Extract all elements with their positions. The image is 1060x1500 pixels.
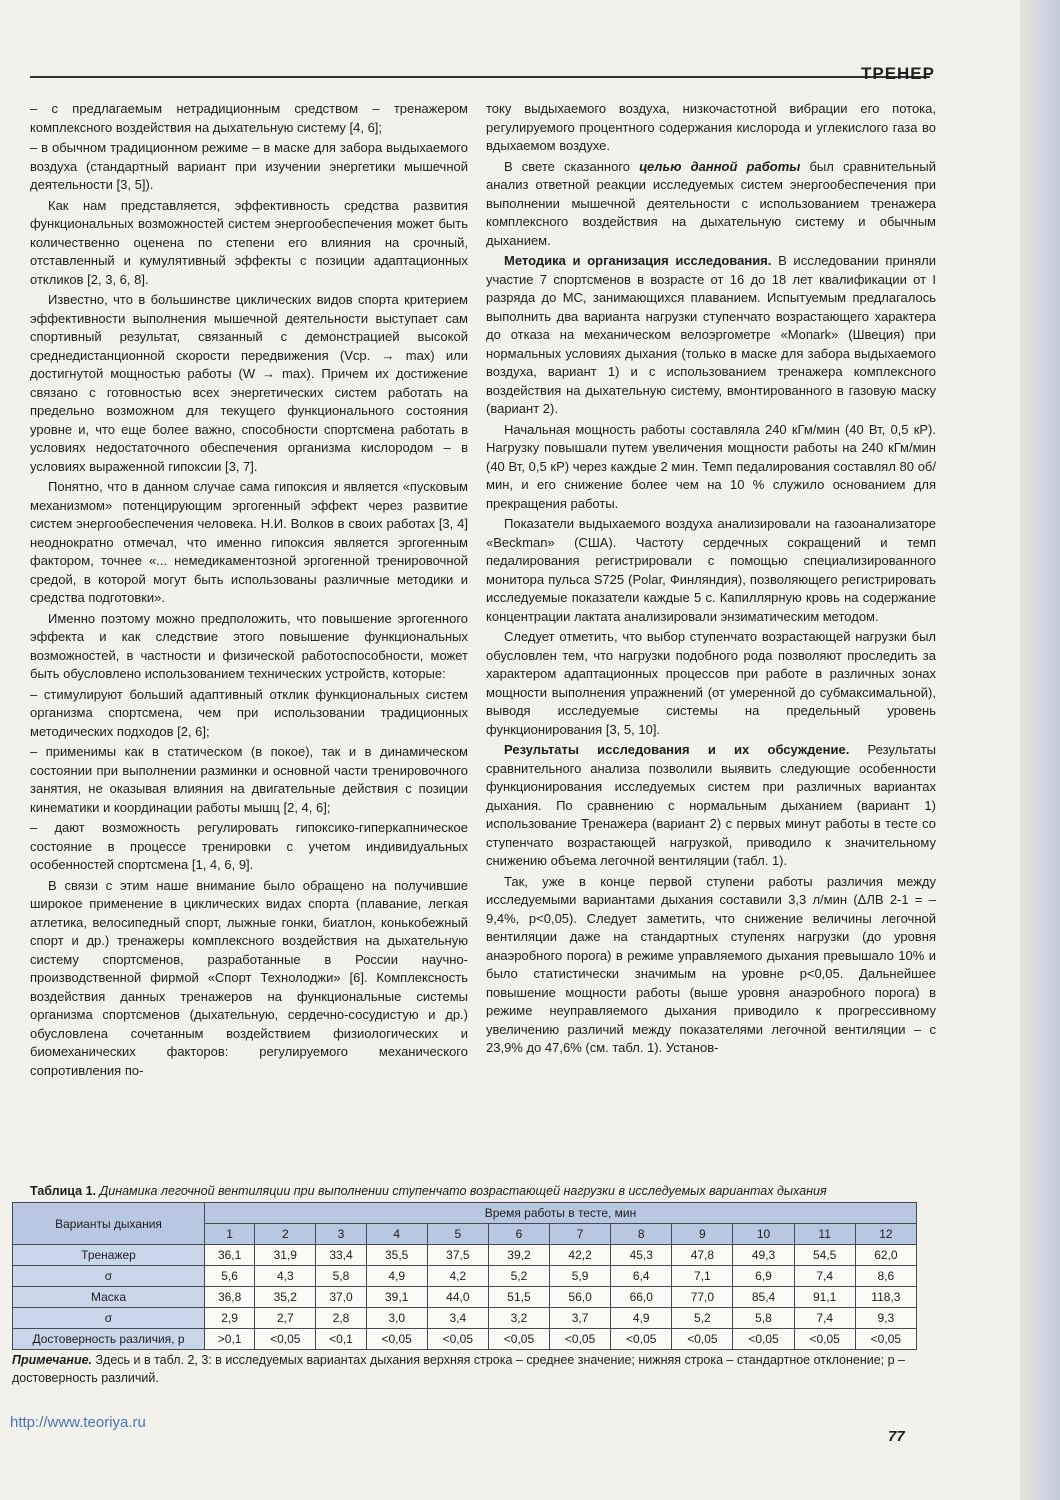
left-paragraph: Известно, что в большинстве циклических видов спорта критерием эффективности выполнения мышечной деятельности выступает сам спортивный результат, связанный с демонстрацией высокой среднедистанционной скорости передвижения (Vср. → max) или достигнутой мощностью работы (W → max). Причем их достижение связано с готовностью всех энергетических систем работать на предельно возможном для текущего функционального состояния уровне и, что еще более важно, способности спортсмена работать в условиях недостаточного обеспечения организма кислородом – в условиях выраженной гипоксии [3, 7]. [30, 292, 468, 474]
table-cell: 7,1 [672, 1266, 733, 1287]
table-cell: 5,2 [488, 1266, 549, 1287]
table-cell: <0,05 [611, 1329, 672, 1350]
table-cell: 36,8 [205, 1287, 255, 1308]
left-paragraph: Именно поэтому можно предположить, что повышение эргогенного эффекта и как следствие этого повышение функциональных возможностей, в частности и физической работоспособности, может быть обусловлено использованием технических устройств, которые: [30, 610, 468, 681]
table-row [13, 1266, 917, 1287]
table-cell: 5,2 [672, 1308, 733, 1329]
table-cell: 45,3 [611, 1245, 672, 1266]
table-cell: <0,05 [488, 1329, 549, 1350]
table-cell: <0,05 [733, 1329, 794, 1350]
section-heading-results: Результаты исследования и их обсуждение. [504, 742, 850, 757]
table-cell: 6,9 [733, 1266, 794, 1287]
row-label: Маска [13, 1287, 205, 1308]
minute-header: 1 [205, 1224, 255, 1245]
table-cell: 118,3 [855, 1287, 916, 1308]
table-note-label: Примечание. [12, 1353, 92, 1367]
minute-header: 8 [611, 1224, 672, 1245]
left-paragraph: – стимулируют больший адаптивный отклик функциональных систем организма спортсмена, чем при использовании традиционных методических подходов [2, 6]; [30, 686, 468, 739]
minute-header: 4 [366, 1224, 427, 1245]
ventilation-table [12, 1202, 917, 1350]
minute-header: 12 [855, 1224, 916, 1245]
table-cell: <0,05 [672, 1329, 733, 1350]
table-cell: 85,4 [733, 1287, 794, 1308]
table-row [13, 1308, 917, 1329]
table-cell: <0,1 [316, 1329, 366, 1350]
table-cell: <0,05 [855, 1329, 916, 1350]
text-run: был сравнительный анализ ответной реакции исследуемых систем энергообеспечения при выполнении мышечной деятельности с использованием тренажера комплексного воздействия на дыхательную систему и обычным дыханием. [486, 158, 936, 248]
text-run: В исследовании приняли участие 7 спортсменов в возрасте от 16 до 18 лет квалификации от I разряда до МС, занимающихся плаванием. Испытуемым предлагалось выполнить два варианта нагрузки ступенчато возрастающего характера до отказа на механическом велоэргометре «Monark» (Швеция) при нормальных условиях дыхания (только в маске для забора выдыхаемого воздуха, вариант 1) и с использованием тренажера комплексного воздействия на дыхательную систему, вмонтированного в газовую маску (вариант 2). [486, 253, 936, 416]
table-cell: 2,8 [316, 1308, 366, 1329]
table-cell: 2,7 [255, 1308, 316, 1329]
header-rule [30, 76, 930, 78]
section-title: ТРЕНЕР [860, 64, 935, 83]
table-caption-text: Динамика легочной вентиляции при выполнении ступенчато возрастающей нагрузки в исследуемых вариантах дыхания [96, 1184, 827, 1198]
table-cell: 37,5 [427, 1245, 488, 1266]
table-cell: 7,4 [794, 1266, 855, 1287]
table-cell: 4,9 [366, 1266, 427, 1287]
table-cell: 2,9 [205, 1308, 255, 1329]
table-cell: 62,0 [855, 1245, 916, 1266]
minute-header: 11 [794, 1224, 855, 1245]
text-run: В свете сказанного [504, 158, 640, 174]
left-paragraph: В связи с этим наше внимание было обращено на получившие широкое применение в циклических видах спорта (плавание, легкая атлетика, велосипедный спорт, лыжные гонки, биатлон, конькобежный спорт и др.) тренажеры комплексного воздействия на дыхательную систему спортсменов, разработанные в России научно-производственной фирмой «Спорт Технолоджи» [6]. Комплексность воздействия данных тренажеров на функциональные системы организма спортсменов (дыхательную, сердечно-сосудистую и др.) обусловлена сочетанным воздействием физиологических и биомеханических факторов: регулируемого механического сопротивления по- [30, 877, 468, 1078]
minute-header: 2 [255, 1224, 316, 1245]
table-cell: 9,3 [855, 1308, 916, 1329]
table-note [12, 1351, 912, 1387]
right-paragraph: Следует отметить, что выбор ступенчато возрастающей нагрузки был обусловлен тем, что нагрузки подобного рода позволяют проследить за характером адаптационных процессов при работе в различных зонах мощности выполнения упражнений (от умеренной до субмаксимальной), выводя исследуемые системы на предельный уровень функционирования [3, 5, 10]. [486, 629, 936, 737]
table-caption [30, 1183, 900, 1199]
table-cell: 33,4 [316, 1245, 366, 1266]
table-cell: 31,9 [255, 1245, 316, 1266]
table-cell: 77,0 [672, 1287, 733, 1308]
table-cell: >0,1 [205, 1329, 255, 1350]
table-row [13, 1245, 917, 1266]
site-url: http://www.teoriya.ru [10, 1414, 146, 1431]
table-cell: 4,2 [427, 1266, 488, 1287]
section-heading-methods: Методика и организация исследования. [504, 253, 772, 268]
minute-header: 5 [427, 1224, 488, 1245]
row-label: Тренажер [13, 1245, 205, 1266]
left-column [30, 100, 468, 1160]
right-paragraph [486, 252, 936, 419]
page-spine-edge [1020, 0, 1060, 1500]
table-cell: 51,5 [488, 1287, 549, 1308]
table-row [13, 1287, 917, 1308]
row-label: Достоверность различия, p [13, 1329, 205, 1350]
left-paragraph: – дают возможность регулировать гипоксико-гиперкапническое состояние в процессе тренировки с учетом индивидуальных особенностей спортсмена [1, 4, 6, 9]. [30, 820, 468, 872]
minute-header: 9 [672, 1224, 733, 1245]
table-cell: 37,0 [316, 1287, 366, 1308]
table-cell: 35,2 [255, 1287, 316, 1308]
table-cell: 44,0 [427, 1287, 488, 1308]
minute-header: 3 [316, 1224, 366, 1245]
left-paragraph: – с предлагаемым нетрадиционным средством – тренажером комплексного воздействия на дыхательную систему [4, 6]; [30, 101, 468, 135]
table-cell: <0,05 [550, 1329, 611, 1350]
right-paragraph: Показатели выдыхаемого воздуха анализировали на газоанализаторе «Beckman» (США). Частоту сердечных сокращений и темп педалирования регистрировали с помощью специализированного монитора пульса S725 (Polar, Финляндия), позволяющего регистрировать исследуемые показатели каждые 5 с. Капиллярную кровь на содержание концентрации лактата анализировали энзиматическим методом. [486, 516, 936, 624]
table-caption-label: Таблица 1. [30, 1184, 96, 1198]
right-paragraph: току выдыхаемого воздуха, низкочастотной вибрации его потока, регулируемого процентного содержания кислорода и углекислого газа во вдыхаемом воздухе. [486, 101, 936, 153]
right-paragraph [486, 741, 936, 871]
table-cell: 4,3 [255, 1266, 316, 1287]
table-note-text: Здесь и в табл. 2, 3: в исследуемых вариантах дыхания верхняя строка – среднее значение; нижняя строка – стандартное отклонение; p – достоверность различий. [12, 1353, 906, 1385]
column-header-time: Время работы в тесте, мин [205, 1203, 917, 1224]
row-label: σ [13, 1266, 205, 1287]
table-row [13, 1329, 917, 1350]
left-paragraph: Как нам представляется, эффективность средства развития функциональных возможностей систем энергообеспечения может быть количественно оценена по степени его влияния на срочный, отставленный и кумулятивный эффекты с позиции адаптационных откликов [2, 3, 6, 8]. [30, 197, 468, 287]
table-cell: <0,05 [427, 1329, 488, 1350]
table-cell: 5,6 [205, 1266, 255, 1287]
column-header-variants: Варианты дыхания [13, 1203, 205, 1245]
minute-header: 7 [550, 1224, 611, 1245]
row-label: σ [13, 1308, 205, 1329]
table-cell: <0,05 [255, 1329, 316, 1350]
table-cell: 5,9 [550, 1266, 611, 1287]
table-cell: 7,4 [794, 1308, 855, 1329]
table-cell: 5,8 [316, 1266, 366, 1287]
right-column [486, 100, 936, 1175]
table-cell: <0,05 [366, 1329, 427, 1350]
table-cell: 54,5 [794, 1245, 855, 1266]
table-cell: 49,3 [733, 1245, 794, 1266]
table-cell: 42,2 [550, 1245, 611, 1266]
text-run: Результаты сравнительного анализа позволили выявить следующие особенности функционирования исследуемых систем при различных вариантах дыхания. По сравнению с нормальным дыханием (вариант 1) использование Тренажера (вариант 2) с первых минут работы в тесте со ступенчато возрастающей нагрузкой, приводило к значительному снижению объема легочной вентиляции (табл. 1). [486, 742, 936, 868]
table-cell: 3,0 [366, 1308, 427, 1329]
left-paragraph: Понятно, что в данном случае сама гипоксия и является «пусковым механизмом» потенцирующим эргогенный эффект через развитие систем энергообеспечения человека. Н.И. Волков в своих работах [3, 4] неоднократно отмечал, что именно гипоксия является эргогенным фактором, точнее «... немедикаментозной эргогенной тренировочной средой, в которой могут быть использованы различные методики и средства подготовки». [30, 479, 468, 605]
table-cell: 36,1 [205, 1245, 255, 1266]
table-header-row [13, 1203, 917, 1224]
table-cell: <0,05 [794, 1329, 855, 1350]
minute-header: 6 [488, 1224, 549, 1245]
table-cell: 91,1 [794, 1287, 855, 1308]
page-number: 77 [888, 1428, 905, 1445]
table-cell: 5,8 [733, 1308, 794, 1329]
table-cell: 39,2 [488, 1245, 549, 1266]
table-cell: 6,4 [611, 1266, 672, 1287]
minute-header: 10 [733, 1224, 794, 1245]
right-paragraph: Так, уже в конце первой ступени работы различия между исследуемыми вариантами дыхания составили 3,3 л/мин (ΔЛВ 2-1 = –9,4%, p<0,05). Следует заметить, что снижение величины легочной вентиляции даже на стандартных ступенях нагрузки (до уровня анаэробного порога) в режиме управляемого дыхания превышало 10% и было статистически значимым на уровне p<0,05. Дальнейшее повышение мощности работы (выше уровня анаэробного порога) в режиме неуправляемого дыхания приводило к прогрессивному увеличению различий между показателями легочной вентиляции – с 23,9% до 47,6% (см. табл. 1). Установ- [486, 873, 936, 1055]
table-body [13, 1245, 917, 1350]
table-cell: 35,5 [366, 1245, 427, 1266]
table-cell: 3,4 [427, 1308, 488, 1329]
table-cell: 3,7 [550, 1308, 611, 1329]
table-cell: 3,2 [488, 1308, 549, 1329]
table-cell: 47,8 [672, 1245, 733, 1266]
left-paragraph: – в обычном традиционном режиме – в маске для забора выдыхаемого воздуха (стандартный вариант при изучении энергетики мышечной деятельности [3, 5]). [30, 140, 468, 192]
table-cell: 66,0 [611, 1287, 672, 1308]
table-cell: 39,1 [366, 1287, 427, 1308]
right-paragraph: Начальная мощность работы составляла 240 кГм/мин (40 Вт, 0,5 кР). Нагрузку повышали путем увеличения мощности работы на 240 кГм/мин (40 Вт, 0,5 кР) через каждые 2 мин. Темп педалирования составлял 80 об/мин, и его снижение более чем на 10 % служило основанием для прекращения работы. [486, 421, 936, 511]
table-cell: 8,6 [855, 1266, 916, 1287]
aim-emphasis: целью данной работы [639, 158, 801, 174]
table-cell: 56,0 [550, 1287, 611, 1308]
left-paragraph: – применимы как в статическом (в покое), так и в динамическом состоянии при выполнении разминки и основной части тренировочного занятия, не оказывая влияния на двигательные действия с позиции кинематики и координации работы мышц [2, 4, 6]; [30, 744, 468, 815]
right-paragraph [486, 158, 936, 251]
table-cell: 4,9 [611, 1308, 672, 1329]
